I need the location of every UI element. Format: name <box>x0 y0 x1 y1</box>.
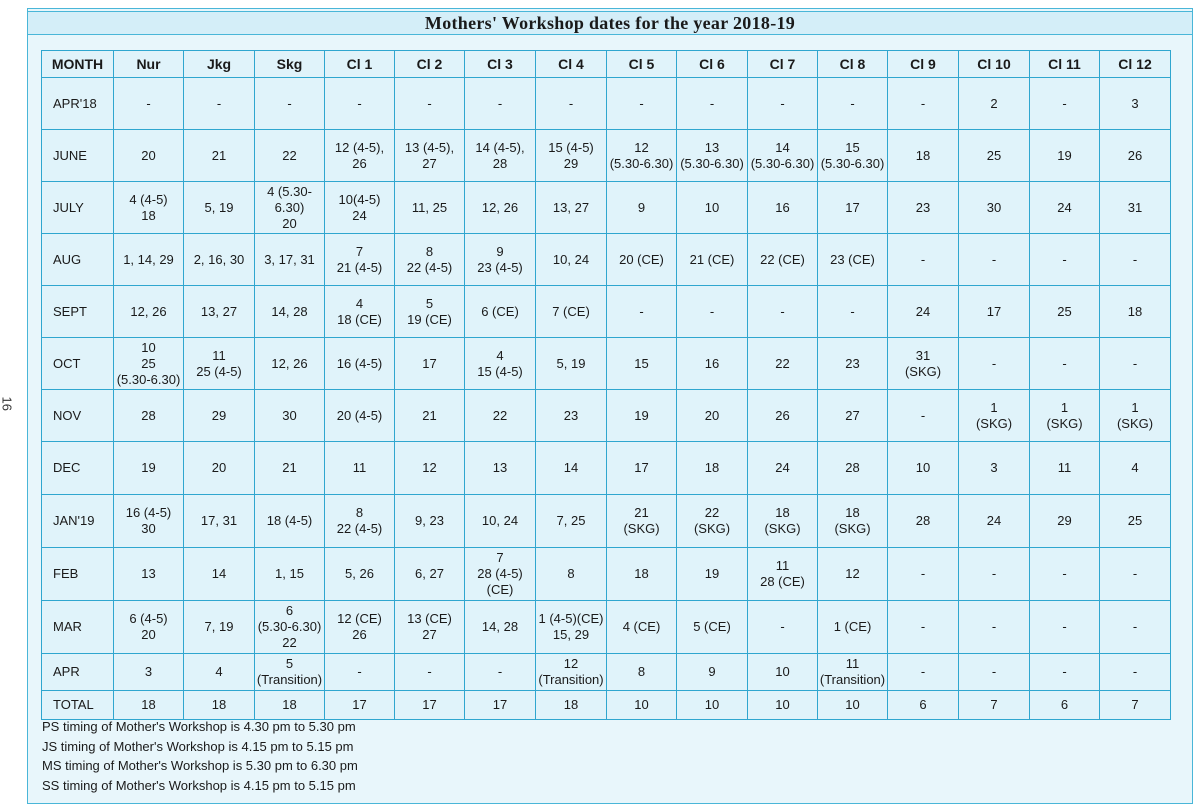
date-cell: - <box>255 78 325 130</box>
date-cell: 14 (4-5), 28 <box>465 130 536 182</box>
date-cell: 6 <box>1030 691 1100 720</box>
date-cell: 14 (5.30-6.30) <box>748 130 818 182</box>
date-cell: 18 (4-5) <box>255 495 325 548</box>
date-cell: 6 (4-5) 20 <box>114 601 184 654</box>
column-header: Cl 3 <box>465 51 536 78</box>
date-cell: - <box>1030 548 1100 601</box>
table-row <box>42 390 1171 442</box>
date-cell: 18 (SKG) <box>748 495 818 548</box>
date-cell: 20 <box>184 442 255 495</box>
date-cell: - <box>748 286 818 338</box>
date-cell: 1, 14, 29 <box>114 234 184 286</box>
date-cell: 29 <box>184 390 255 442</box>
date-cell: 25 <box>959 130 1030 182</box>
date-cell: 8 22 (4-5) <box>395 234 465 286</box>
date-cell: 7 <box>959 691 1030 720</box>
schedule-table-wrapper <box>41 50 1171 720</box>
date-cell: 10, 24 <box>465 495 536 548</box>
date-cell: 2 <box>959 78 1030 130</box>
date-cell: 3, 17, 31 <box>255 234 325 286</box>
column-header: Cl 6 <box>677 51 748 78</box>
date-cell: 3 <box>114 654 184 691</box>
date-cell: 4 (CE) <box>607 601 677 654</box>
date-cell: 21 <box>395 390 465 442</box>
date-cell: 18 <box>1100 286 1171 338</box>
date-cell: 17 <box>395 691 465 720</box>
date-cell: 4 <box>184 654 255 691</box>
date-cell: 22 (CE) <box>748 234 818 286</box>
date-cell: - <box>959 338 1030 390</box>
date-cell: 5 (CE) <box>677 601 748 654</box>
date-cell: 8 <box>536 548 607 601</box>
date-cell: 20 (CE) <box>607 234 677 286</box>
date-cell: 19 <box>677 548 748 601</box>
month-cell: DEC <box>42 442 114 495</box>
month-cell: APR'18 <box>42 78 114 130</box>
date-cell: 6, 27 <box>395 548 465 601</box>
date-cell: - <box>465 78 536 130</box>
date-cell: 11, 25 <box>395 182 465 234</box>
date-cell: 10 <box>677 691 748 720</box>
column-header: Cl 5 <box>607 51 677 78</box>
table-row <box>42 338 1171 390</box>
date-cell: - <box>184 78 255 130</box>
date-cell: 1 (SKG) <box>959 390 1030 442</box>
workshop-panel <box>27 8 1193 804</box>
column-header: Skg <box>255 51 325 78</box>
month-cell: MAR <box>42 601 114 654</box>
date-cell: 21 <box>184 130 255 182</box>
date-cell: - <box>325 654 395 691</box>
date-cell: 3 <box>1100 78 1171 130</box>
date-cell: 5, 19 <box>536 338 607 390</box>
date-cell: - <box>959 654 1030 691</box>
date-cell: 18 (SKG) <box>818 495 888 548</box>
date-cell: - <box>818 78 888 130</box>
date-cell: 23 <box>818 338 888 390</box>
date-cell: 7 <box>1100 691 1171 720</box>
date-cell: 23 <box>888 182 959 234</box>
date-cell: 12 (CE) 26 <box>325 601 395 654</box>
date-cell: 12 <box>818 548 888 601</box>
date-cell: 17 <box>818 182 888 234</box>
date-cell: 22 <box>465 390 536 442</box>
date-cell: - <box>536 78 607 130</box>
date-cell: - <box>395 78 465 130</box>
date-cell: - <box>888 654 959 691</box>
date-cell: 10 <box>888 442 959 495</box>
date-cell: 18 <box>114 691 184 720</box>
date-cell: - <box>888 78 959 130</box>
date-cell: 14, 28 <box>255 286 325 338</box>
date-cell: 21 <box>255 442 325 495</box>
month-cell: APR <box>42 654 114 691</box>
date-cell: 18 <box>607 548 677 601</box>
date-cell: 1 (SKG) <box>1100 390 1171 442</box>
date-cell: 9 <box>677 654 748 691</box>
date-cell: 11 28 (CE) <box>748 548 818 601</box>
date-cell: 12 (4-5), 26 <box>325 130 395 182</box>
note-js-timing: JS timing of Mother's Workshop is 4.15 pm to 5.15 pm <box>42 738 354 754</box>
date-cell: 20 <box>677 390 748 442</box>
table-row <box>42 691 1171 720</box>
table-row <box>42 601 1171 654</box>
date-cell: - <box>888 390 959 442</box>
date-cell: 16 (4-5) <box>325 338 395 390</box>
date-cell: 15 (4-5) 29 <box>536 130 607 182</box>
date-cell: 27 <box>818 390 888 442</box>
date-cell: 30 <box>959 182 1030 234</box>
date-cell: 19 <box>114 442 184 495</box>
date-cell: 2, 16, 30 <box>184 234 255 286</box>
date-cell: 18 <box>677 442 748 495</box>
date-cell: 13, 27 <box>536 182 607 234</box>
date-cell: - <box>748 78 818 130</box>
date-cell: 9 23 (4-5) <box>465 234 536 286</box>
page-title: Mothers' Workshop dates for the year 2018-19 <box>28 11 1192 35</box>
date-cell: - <box>748 601 818 654</box>
column-header: Cl 7 <box>748 51 818 78</box>
date-cell: 10 <box>818 691 888 720</box>
table-row <box>42 442 1171 495</box>
date-cell: - <box>465 654 536 691</box>
table-row <box>42 182 1171 234</box>
date-cell: 25 <box>1030 286 1100 338</box>
page-number: 16 <box>0 396 15 411</box>
date-cell: 30 <box>255 390 325 442</box>
date-cell: 13 <box>114 548 184 601</box>
date-cell: 21 (SKG) <box>607 495 677 548</box>
date-cell: 17, 31 <box>184 495 255 548</box>
date-cell: 22 <box>255 130 325 182</box>
date-cell: 3 <box>959 442 1030 495</box>
timing-notes <box>42 717 358 795</box>
date-cell: 19 <box>1030 130 1100 182</box>
date-cell: 19 <box>607 390 677 442</box>
date-cell: 8 22 (4-5) <box>325 495 395 548</box>
date-cell: 24 <box>748 442 818 495</box>
date-cell: 31 (SKG) <box>888 338 959 390</box>
date-cell: 8 <box>607 654 677 691</box>
date-cell: 11 <box>325 442 395 495</box>
date-cell: - <box>1100 548 1171 601</box>
date-cell: 16 <box>748 182 818 234</box>
date-cell: 14, 28 <box>465 601 536 654</box>
column-header: Cl 8 <box>818 51 888 78</box>
date-cell: - <box>1030 234 1100 286</box>
date-cell: 7, 19 <box>184 601 255 654</box>
table-row <box>42 548 1171 601</box>
date-cell: 10 <box>677 182 748 234</box>
month-cell: OCT <box>42 338 114 390</box>
date-cell: 28 <box>818 442 888 495</box>
date-cell: 17 <box>959 286 1030 338</box>
month-cell: AUG <box>42 234 114 286</box>
date-cell: 23 <box>536 390 607 442</box>
date-cell: - <box>1030 654 1100 691</box>
date-cell: 18 <box>536 691 607 720</box>
date-cell: 17 <box>325 691 395 720</box>
date-cell: 5, 26 <box>325 548 395 601</box>
column-header: MONTH <box>42 51 114 78</box>
column-header: Cl 12 <box>1100 51 1171 78</box>
date-cell: 1 (CE) <box>818 601 888 654</box>
date-cell: - <box>959 601 1030 654</box>
date-cell: 7, 25 <box>536 495 607 548</box>
note-ss-timing: SS timing of Mother's Workshop is 4.15 pm to 5.15 pm <box>42 777 356 793</box>
month-cell: TOTAL <box>42 691 114 720</box>
date-cell: 6 (5.30-6.30) 22 <box>255 601 325 654</box>
month-cell: SEPT <box>42 286 114 338</box>
month-cell: FEB <box>42 548 114 601</box>
date-cell: 13 (4-5), 27 <box>395 130 465 182</box>
column-header: Jkg <box>184 51 255 78</box>
date-cell: 13, 27 <box>184 286 255 338</box>
date-cell: 4 15 (4-5) <box>465 338 536 390</box>
date-cell: 24 <box>888 286 959 338</box>
date-cell: 5 (Transition) <box>255 654 325 691</box>
date-cell: - <box>818 286 888 338</box>
date-cell: 10 25 (5.30-6.30) <box>114 338 184 390</box>
column-header: Cl 1 <box>325 51 395 78</box>
table-row <box>42 234 1171 286</box>
date-cell: 7 (CE) <box>536 286 607 338</box>
date-cell: 1, 15 <box>255 548 325 601</box>
month-cell: JAN'19 <box>42 495 114 548</box>
date-cell: - <box>114 78 184 130</box>
date-cell: - <box>1100 338 1171 390</box>
table-header-row <box>42 51 1171 78</box>
date-cell: 15 (5.30-6.30) <box>818 130 888 182</box>
date-cell: 9 <box>607 182 677 234</box>
date-cell: 4 <box>1100 442 1171 495</box>
table-row <box>42 78 1171 130</box>
month-cell: JUNE <box>42 130 114 182</box>
date-cell: 31 <box>1100 182 1171 234</box>
date-cell: 24 <box>1030 182 1100 234</box>
date-cell: - <box>888 234 959 286</box>
date-cell: 13 <box>465 442 536 495</box>
date-cell: 5, 19 <box>184 182 255 234</box>
date-cell: 22 <box>748 338 818 390</box>
date-cell: 14 <box>184 548 255 601</box>
table-row <box>42 130 1171 182</box>
date-cell: 17 <box>607 442 677 495</box>
date-cell: 4 18 (CE) <box>325 286 395 338</box>
table-row <box>42 286 1171 338</box>
date-cell: - <box>1100 654 1171 691</box>
date-cell: - <box>677 78 748 130</box>
date-cell: 14 <box>536 442 607 495</box>
date-cell: 12, 26 <box>114 286 184 338</box>
date-cell: 16 (4-5) 30 <box>114 495 184 548</box>
workshop-schedule-table <box>41 50 1171 720</box>
date-cell: 7 21 (4-5) <box>325 234 395 286</box>
column-header: Cl 9 <box>888 51 959 78</box>
date-cell: 12, 26 <box>465 182 536 234</box>
date-cell: 13 (5.30-6.30) <box>677 130 748 182</box>
date-cell: 11 <box>1030 442 1100 495</box>
date-cell: 18 <box>255 691 325 720</box>
date-cell: 4 (4-5) 18 <box>114 182 184 234</box>
date-cell: 26 <box>748 390 818 442</box>
column-header: Cl 4 <box>536 51 607 78</box>
date-cell: 18 <box>888 130 959 182</box>
date-cell: 1 (SKG) <box>1030 390 1100 442</box>
date-cell: 12 (5.30-6.30) <box>607 130 677 182</box>
note-ms-timing: MS timing of Mother's Workshop is 5.30 pm to 6.30 pm <box>42 758 358 773</box>
date-cell: 25 <box>1100 495 1171 548</box>
date-cell: - <box>325 78 395 130</box>
date-cell: 15 <box>607 338 677 390</box>
note-ps-timing: PS timing of Mother's Workshop is 4.30 pm to 5.30 pm <box>42 719 356 734</box>
month-cell: NOV <box>42 390 114 442</box>
date-cell: 16 <box>677 338 748 390</box>
date-cell: - <box>607 286 677 338</box>
date-cell: - <box>677 286 748 338</box>
date-cell: 18 <box>184 691 255 720</box>
column-header: Nur <box>114 51 184 78</box>
date-cell: - <box>959 548 1030 601</box>
date-cell: 5 19 (CE) <box>395 286 465 338</box>
date-cell: - <box>1100 234 1171 286</box>
date-cell: - <box>959 234 1030 286</box>
date-cell: 20 (4-5) <box>325 390 395 442</box>
date-cell: 7 28 (4-5)(CE) <box>465 548 536 601</box>
date-cell: 28 <box>114 390 184 442</box>
date-cell: - <box>1030 338 1100 390</box>
date-cell: 17 <box>465 691 536 720</box>
month-cell: JULY <box>42 182 114 234</box>
date-cell: 28 <box>888 495 959 548</box>
date-cell: 10 <box>748 654 818 691</box>
date-cell: 24 <box>959 495 1030 548</box>
date-cell: - <box>1100 601 1171 654</box>
date-cell: 6 (CE) <box>465 286 536 338</box>
table-body <box>42 78 1171 720</box>
date-cell: - <box>1030 601 1100 654</box>
date-cell: 17 <box>395 338 465 390</box>
table-row <box>42 654 1171 691</box>
date-cell: 26 <box>1100 130 1171 182</box>
date-cell: 9, 23 <box>395 495 465 548</box>
date-cell: - <box>395 654 465 691</box>
date-cell: 4 (5.30-6.30) 20 <box>255 182 325 234</box>
date-cell: 1 (4-5)(CE) 15, 29 <box>536 601 607 654</box>
date-cell: 10, 24 <box>536 234 607 286</box>
date-cell: 12 (Transition) <box>536 654 607 691</box>
date-cell: 22 (SKG) <box>677 495 748 548</box>
date-cell: 11 (Transition) <box>818 654 888 691</box>
date-cell: 20 <box>114 130 184 182</box>
date-cell: - <box>888 601 959 654</box>
date-cell: 23 (CE) <box>818 234 888 286</box>
date-cell: 21 (CE) <box>677 234 748 286</box>
table-row <box>42 495 1171 548</box>
date-cell: 10 <box>748 691 818 720</box>
column-header: Cl 2 <box>395 51 465 78</box>
date-cell: - <box>888 548 959 601</box>
date-cell: 12, 26 <box>255 338 325 390</box>
date-cell: - <box>607 78 677 130</box>
date-cell: 6 <box>888 691 959 720</box>
date-cell: 12 <box>395 442 465 495</box>
date-cell: 13 (CE) 27 <box>395 601 465 654</box>
date-cell: 10(4-5) 24 <box>325 182 395 234</box>
date-cell: - <box>1030 78 1100 130</box>
column-header: Cl 11 <box>1030 51 1100 78</box>
column-header: Cl 10 <box>959 51 1030 78</box>
date-cell: 29 <box>1030 495 1100 548</box>
date-cell: 10 <box>607 691 677 720</box>
date-cell: 11 25 (4-5) <box>184 338 255 390</box>
